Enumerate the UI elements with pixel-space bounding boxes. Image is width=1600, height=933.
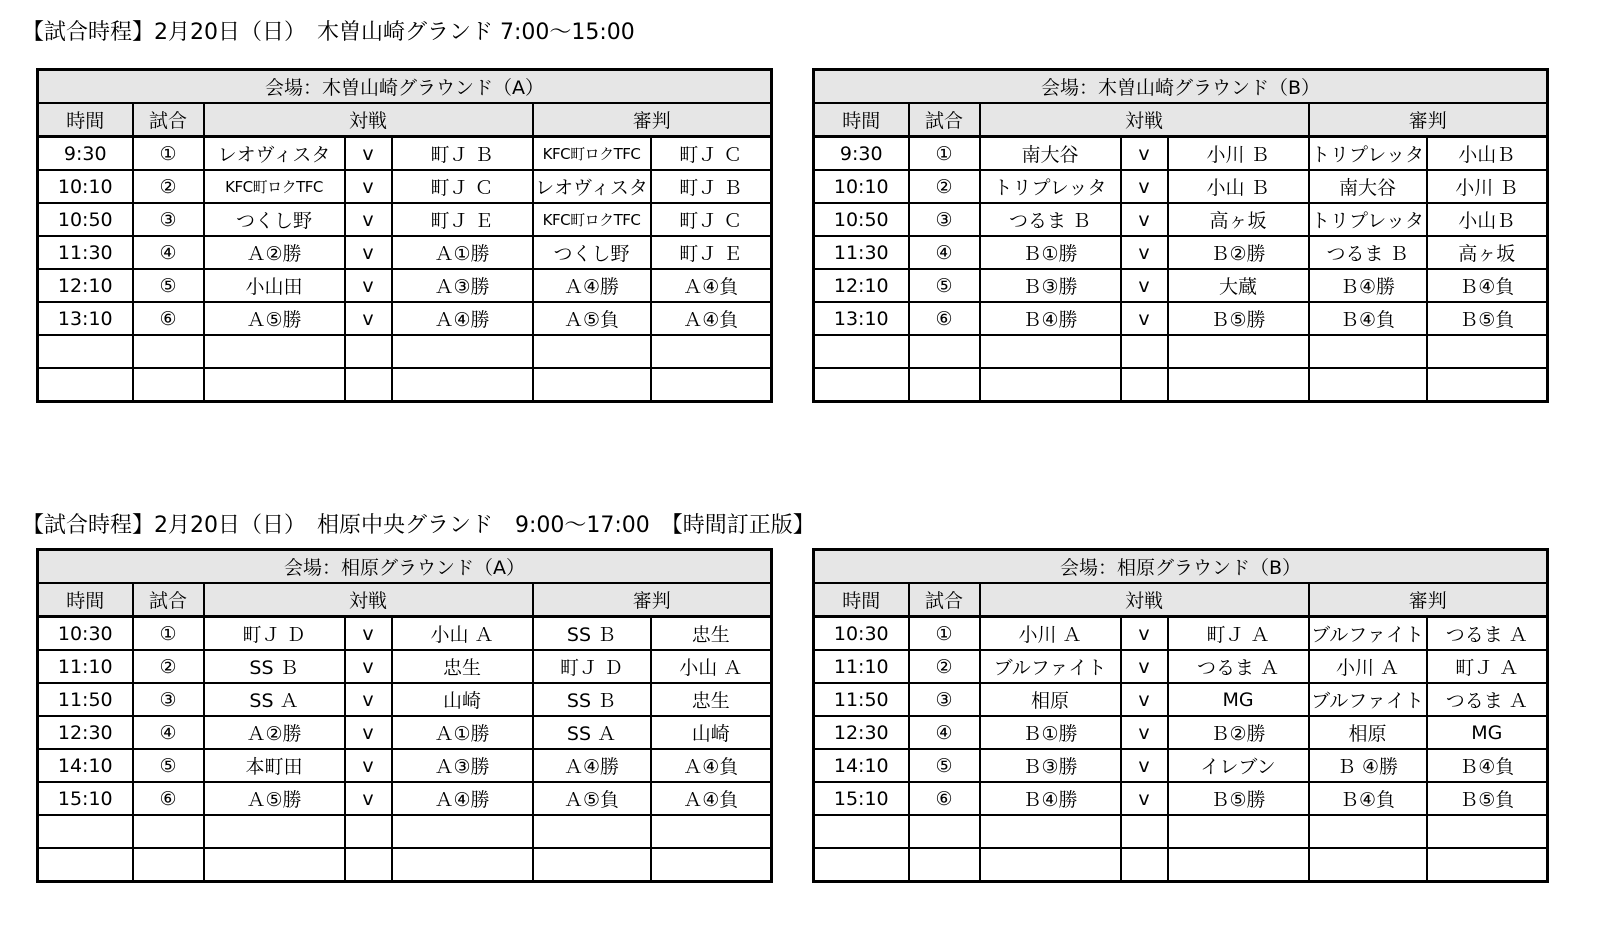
cell-team-b (392, 848, 533, 882)
venue-row (38, 550, 772, 584)
cell-referee-2: Ｂ⑤負 (1427, 782, 1548, 815)
cell-team-a: 本町田 (204, 749, 345, 782)
cell-time (38, 815, 133, 848)
cell-referee-2: つるま Ａ (1427, 617, 1548, 651)
cell-team-a: トリプレッタ (980, 170, 1121, 203)
cell-referee-1: Ｂ④負 (1309, 782, 1427, 815)
table-row (814, 335, 1548, 368)
cell-versus: v (1121, 716, 1168, 749)
cell-team-a: Ｂ③勝 (980, 749, 1121, 782)
schedule-table-kiso-b (812, 68, 1549, 403)
header-game: 試合 (909, 583, 980, 617)
cell-referee-1 (533, 335, 651, 368)
header-referee: 審判 (533, 583, 772, 617)
cell-game-no (133, 368, 204, 402)
table-row (814, 683, 1548, 716)
cell-referee-1: SS Ａ (533, 716, 651, 749)
cell-time: 12:30 (814, 716, 909, 749)
table-row (814, 848, 1548, 882)
header-match: 対戦 (204, 103, 533, 137)
cell-team-b: 忠生 (392, 650, 533, 683)
header-time: 時間 (814, 103, 909, 137)
cell-versus (1121, 368, 1168, 402)
cell-referee-2: 高ヶ坂 (1427, 236, 1548, 269)
cell-time: 13:10 (38, 302, 133, 335)
header-match: 対戦 (980, 103, 1309, 137)
cell-referee-1: SS Ｂ (533, 683, 651, 716)
cell-team-b (1168, 815, 1309, 848)
table-row (38, 335, 772, 368)
cell-referee-2 (1427, 815, 1548, 848)
table-row (38, 368, 772, 402)
header-row (38, 103, 772, 137)
cell-team-a: Ａ②勝 (204, 716, 345, 749)
cell-team-a: 南大谷 (980, 137, 1121, 171)
cell-game-no (133, 335, 204, 368)
cell-referee-1: Ｂ④勝 (1309, 269, 1427, 302)
cell-versus (345, 368, 392, 402)
cell-referee-1 (1309, 848, 1427, 882)
cell-versus: v (1121, 236, 1168, 269)
cell-team-a: Ａ⑤勝 (204, 782, 345, 815)
cell-team-b: Ａ①勝 (392, 236, 533, 269)
table-row (814, 782, 1548, 815)
cell-time: 11:50 (38, 683, 133, 716)
cell-referee-2 (651, 335, 772, 368)
cell-referee-1: ブルファイト (1309, 617, 1427, 651)
cell-referee-2 (651, 815, 772, 848)
cell-game-no: ⑤ (909, 749, 980, 782)
cell-time: 9:30 (814, 137, 909, 171)
cell-time: 15:10 (38, 782, 133, 815)
cell-referee-1: Ａ⑤負 (533, 782, 651, 815)
table-row (814, 749, 1548, 782)
cell-team-a: ブルファイト (980, 650, 1121, 683)
cell-team-b: Ｂ⑤勝 (1168, 302, 1309, 335)
cell-team-a (980, 335, 1121, 368)
cell-referee-1: KFC町ロクTFC (533, 203, 651, 236)
header-time: 時間 (38, 103, 133, 137)
cell-referee-1: Ａ⑤負 (533, 302, 651, 335)
cell-referee-2: Ａ④負 (651, 269, 772, 302)
cell-game-no: ⑤ (909, 269, 980, 302)
cell-referee-1: KFC町ロクTFC (533, 137, 651, 171)
header-row (38, 583, 772, 617)
cell-team-b: 小川 Ｂ (1168, 137, 1309, 171)
cell-time: 12:10 (38, 269, 133, 302)
cell-referee-1: 相原 (1309, 716, 1427, 749)
cell-referee-2: Ａ④負 (651, 782, 772, 815)
table-row (38, 236, 772, 269)
cell-referee-1: Ｂ④負 (1309, 302, 1427, 335)
schedule-title-top: 【試合時程】2月20日（日） 木曽山崎グランド 7:00〜15:00 (22, 20, 635, 45)
cell-team-a: つくし野 (204, 203, 345, 236)
table-row (38, 302, 772, 335)
header-game: 試合 (909, 103, 980, 137)
cell-versus: v (345, 170, 392, 203)
venue-title: 会場：木曽山崎グラウンド（B） (814, 70, 1548, 104)
cell-game-no: ② (909, 170, 980, 203)
table-row (814, 650, 1548, 683)
cell-team-a: Ｂ④勝 (980, 302, 1121, 335)
cell-versus: v (345, 137, 392, 171)
cell-team-b: Ａ①勝 (392, 716, 533, 749)
cell-game-no: ④ (909, 236, 980, 269)
cell-versus: v (1121, 782, 1168, 815)
cell-referee-1: 小川 Ａ (1309, 650, 1427, 683)
cell-team-b: Ｂ⑤勝 (1168, 782, 1309, 815)
cell-referee-1 (533, 368, 651, 402)
cell-referee-1 (1309, 815, 1427, 848)
header-row (814, 103, 1548, 137)
cell-referee-2: 小山Ｂ (1427, 137, 1548, 171)
cell-versus: v (345, 617, 392, 651)
cell-team-a: レオヴィスタ (204, 137, 345, 171)
cell-team-b: 高ヶ坂 (1168, 203, 1309, 236)
cell-team-a (980, 368, 1121, 402)
cell-team-b: 小山 Ｂ (1168, 170, 1309, 203)
cell-time: 10:30 (814, 617, 909, 651)
cell-team-a (204, 368, 345, 402)
cell-time: 10:50 (38, 203, 133, 236)
cell-referee-2 (1427, 848, 1548, 882)
cell-referee-2: Ｂ④負 (1427, 269, 1548, 302)
cell-referee-2 (1427, 335, 1548, 368)
header-game: 試合 (133, 103, 204, 137)
cell-time: 10:10 (814, 170, 909, 203)
header-time: 時間 (814, 583, 909, 617)
cell-team-a: Ｂ①勝 (980, 716, 1121, 749)
cell-versus: v (345, 302, 392, 335)
cell-referee-1: ブルファイト (1309, 683, 1427, 716)
cell-team-a (204, 815, 345, 848)
cell-game-no: ⑥ (909, 782, 980, 815)
cell-time: 14:10 (814, 749, 909, 782)
cell-team-a: 小山田 (204, 269, 345, 302)
schedule-table-aihara-a (36, 548, 773, 883)
table-row (814, 815, 1548, 848)
cell-game-no (909, 848, 980, 882)
cell-team-a: Ａ②勝 (204, 236, 345, 269)
cell-game-no: ② (909, 650, 980, 683)
cell-referee-1 (533, 848, 651, 882)
table-row (38, 848, 772, 882)
cell-referee-2: 忠生 (651, 617, 772, 651)
cell-game-no: ③ (133, 203, 204, 236)
cell-game-no: ④ (133, 236, 204, 269)
header-time: 時間 (38, 583, 133, 617)
table-row (38, 269, 772, 302)
cell-referee-2: 小山Ｂ (1427, 203, 1548, 236)
cell-referee-2: Ａ④負 (651, 749, 772, 782)
cell-versus: v (1121, 137, 1168, 171)
cell-referee-1 (1309, 368, 1427, 402)
cell-time: 10:50 (814, 203, 909, 236)
cell-team-b (1168, 368, 1309, 402)
cell-team-b: Ｂ②勝 (1168, 236, 1309, 269)
cell-referee-2: つるま Ａ (1427, 683, 1548, 716)
cell-team-b: 町Ｊ Ｃ (392, 170, 533, 203)
cell-team-a: Ａ⑤勝 (204, 302, 345, 335)
cell-time: 14:10 (38, 749, 133, 782)
cell-game-no: ③ (909, 683, 980, 716)
cell-referee-2: Ｂ⑤負 (1427, 302, 1548, 335)
cell-game-no: ② (133, 650, 204, 683)
table-row (38, 749, 772, 782)
cell-time: 10:30 (38, 617, 133, 651)
cell-game-no: ⑥ (133, 782, 204, 815)
cell-team-b: 町Ｊ Ａ (1168, 617, 1309, 651)
cell-game-no: ① (909, 137, 980, 171)
venue-title: 会場：木曽山崎グラウンド（A） (38, 70, 772, 104)
cell-game-no: ⑤ (133, 269, 204, 302)
cell-team-a: SS Ａ (204, 683, 345, 716)
cell-time (814, 815, 909, 848)
cell-game-no: ① (133, 137, 204, 171)
schedule-table-kiso-a (36, 68, 773, 403)
cell-team-b: Ａ③勝 (392, 269, 533, 302)
cell-referee-1: トリプレッタ (1309, 137, 1427, 171)
cell-time: 9:30 (38, 137, 133, 171)
table-row (814, 269, 1548, 302)
cell-team-b: イレブン (1168, 749, 1309, 782)
cell-referee-2: 忠生 (651, 683, 772, 716)
cell-team-b (392, 368, 533, 402)
table-row (814, 203, 1548, 236)
cell-game-no: ④ (909, 716, 980, 749)
cell-game-no: ③ (133, 683, 204, 716)
cell-versus: v (345, 236, 392, 269)
cell-referee-1: 南大谷 (1309, 170, 1427, 203)
cell-time: 15:10 (814, 782, 909, 815)
venue-title: 会場：相原グラウンド（B） (814, 550, 1548, 584)
cell-team-b: つるま Ａ (1168, 650, 1309, 683)
cell-referee-2: 町Ｊ Ｅ (651, 236, 772, 269)
cell-team-b: Ａ④勝 (392, 302, 533, 335)
table-row (38, 815, 772, 848)
table-row (814, 236, 1548, 269)
cell-versus: v (1121, 302, 1168, 335)
cell-versus: v (345, 782, 392, 815)
schedule-title-bottom: 【試合時程】2月20日（日） 相原中央グランド 9:00〜17:00 【時間訂正版】 (22, 513, 815, 538)
cell-versus (1121, 335, 1168, 368)
header-referee: 審判 (533, 103, 772, 137)
cell-versus: v (345, 716, 392, 749)
header-referee: 審判 (1309, 583, 1548, 617)
cell-time: 11:50 (814, 683, 909, 716)
table-row (814, 170, 1548, 203)
cell-team-b: Ｂ②勝 (1168, 716, 1309, 749)
cell-team-b (392, 335, 533, 368)
cell-time: 11:30 (38, 236, 133, 269)
table-row (38, 716, 772, 749)
cell-referee-1: SS Ｂ (533, 617, 651, 651)
venue-row (814, 550, 1548, 584)
cell-game-no: ① (909, 617, 980, 651)
cell-game-no (909, 335, 980, 368)
cell-game-no (909, 815, 980, 848)
cell-time: 11:10 (814, 650, 909, 683)
cell-team-b: 町Ｊ Ｂ (392, 137, 533, 171)
cell-time: 11:30 (814, 236, 909, 269)
table-row (814, 137, 1548, 171)
table-row (38, 782, 772, 815)
table-row (38, 617, 772, 651)
table-row (38, 650, 772, 683)
cell-versus: v (1121, 203, 1168, 236)
cell-team-a: SS Ｂ (204, 650, 345, 683)
table-row (38, 170, 772, 203)
cell-versus: v (1121, 650, 1168, 683)
cell-team-a: 小川 Ａ (980, 617, 1121, 651)
venue-title: 会場：相原グラウンド（A） (38, 550, 772, 584)
venue-row (38, 70, 772, 104)
cell-referee-2 (651, 368, 772, 402)
cell-versus: v (345, 650, 392, 683)
cell-versus (1121, 848, 1168, 882)
cell-team-b: MG (1168, 683, 1309, 716)
cell-game-no (133, 815, 204, 848)
cell-time (814, 368, 909, 402)
cell-versus: v (1121, 269, 1168, 302)
cell-game-no: ② (133, 170, 204, 203)
cell-game-no: ⑤ (133, 749, 204, 782)
cell-team-a (204, 848, 345, 882)
cell-team-b: Ａ④勝 (392, 782, 533, 815)
cell-versus (1121, 815, 1168, 848)
cell-game-no: ④ (133, 716, 204, 749)
cell-team-a (980, 815, 1121, 848)
cell-game-no: ③ (909, 203, 980, 236)
cell-team-b: 大蔵 (1168, 269, 1309, 302)
cell-referee-2: 小山 Ａ (651, 650, 772, 683)
cell-time (38, 368, 133, 402)
cell-time: 11:10 (38, 650, 133, 683)
cell-game-no: ⑥ (909, 302, 980, 335)
header-row (814, 583, 1548, 617)
cell-versus: v (1121, 683, 1168, 716)
cell-referee-2: 町Ｊ Ｃ (651, 137, 772, 171)
cell-referee-2: 町Ｊ Ｂ (651, 170, 772, 203)
cell-referee-1: つくし野 (533, 236, 651, 269)
cell-time (814, 848, 909, 882)
header-match: 対戦 (980, 583, 1309, 617)
table-row (38, 683, 772, 716)
cell-versus (345, 815, 392, 848)
cell-versus (345, 335, 392, 368)
cell-time (38, 848, 133, 882)
cell-team-a: つるま Ｂ (980, 203, 1121, 236)
cell-referee-2 (1427, 368, 1548, 402)
cell-referee-2: 町Ｊ Ｃ (651, 203, 772, 236)
cell-time: 10:10 (38, 170, 133, 203)
cell-versus: v (345, 203, 392, 236)
cell-referee-1: 町Ｊ Ｄ (533, 650, 651, 683)
cell-referee-1: Ａ④勝 (533, 269, 651, 302)
cell-referee-1: Ｂ ④勝 (1309, 749, 1427, 782)
cell-time: 12:10 (814, 269, 909, 302)
table-row (38, 137, 772, 171)
cell-referee-2: 町Ｊ Ａ (1427, 650, 1548, 683)
table-row (814, 368, 1548, 402)
cell-time (814, 335, 909, 368)
cell-versus: v (345, 749, 392, 782)
schedule-table-aihara-b (812, 548, 1549, 883)
cell-team-a: Ｂ③勝 (980, 269, 1121, 302)
cell-referee-1 (533, 815, 651, 848)
cell-versus: v (1121, 170, 1168, 203)
cell-team-a: Ｂ④勝 (980, 782, 1121, 815)
cell-time: 12:30 (38, 716, 133, 749)
cell-team-b (1168, 848, 1309, 882)
cell-versus: v (1121, 617, 1168, 651)
cell-game-no (133, 848, 204, 882)
cell-versus: v (345, 683, 392, 716)
cell-referee-2 (651, 848, 772, 882)
cell-referee-1: Ａ④勝 (533, 749, 651, 782)
cell-referee-2: 小川 Ｂ (1427, 170, 1548, 203)
cell-referee-2: Ｂ④負 (1427, 749, 1548, 782)
header-match: 対戦 (204, 583, 533, 617)
cell-referee-1: レオヴィスタ (533, 170, 651, 203)
cell-game-no: ① (133, 617, 204, 651)
cell-team-a: Ｂ①勝 (980, 236, 1121, 269)
cell-game-no: ⑥ (133, 302, 204, 335)
cell-team-b: 町Ｊ Ｅ (392, 203, 533, 236)
cell-time: 13:10 (814, 302, 909, 335)
cell-time (38, 335, 133, 368)
cell-referee-1 (1309, 335, 1427, 368)
cell-referee-2: Ａ④負 (651, 302, 772, 335)
cell-team-a (980, 848, 1121, 882)
header-referee: 審判 (1309, 103, 1548, 137)
cell-team-b (392, 815, 533, 848)
cell-team-a: 町Ｊ Ｄ (204, 617, 345, 651)
cell-team-b: 山崎 (392, 683, 533, 716)
cell-referee-2: MG (1427, 716, 1548, 749)
cell-team-b (1168, 335, 1309, 368)
table-row (38, 203, 772, 236)
table-row (814, 617, 1548, 651)
header-game: 試合 (133, 583, 204, 617)
cell-referee-1: トリプレッタ (1309, 203, 1427, 236)
cell-team-a (204, 335, 345, 368)
cell-versus (345, 848, 392, 882)
cell-game-no (909, 368, 980, 402)
table-row (814, 716, 1548, 749)
cell-referee-1: つるま Ｂ (1309, 236, 1427, 269)
cell-versus: v (1121, 749, 1168, 782)
cell-team-b: 小山 Ａ (392, 617, 533, 651)
cell-team-a: 相原 (980, 683, 1121, 716)
table-row (814, 302, 1548, 335)
cell-team-b: Ａ③勝 (392, 749, 533, 782)
venue-row (814, 70, 1548, 104)
cell-versus: v (345, 269, 392, 302)
cell-referee-2: 山崎 (651, 716, 772, 749)
cell-team-a: KFC町ロクTFC (204, 170, 345, 203)
